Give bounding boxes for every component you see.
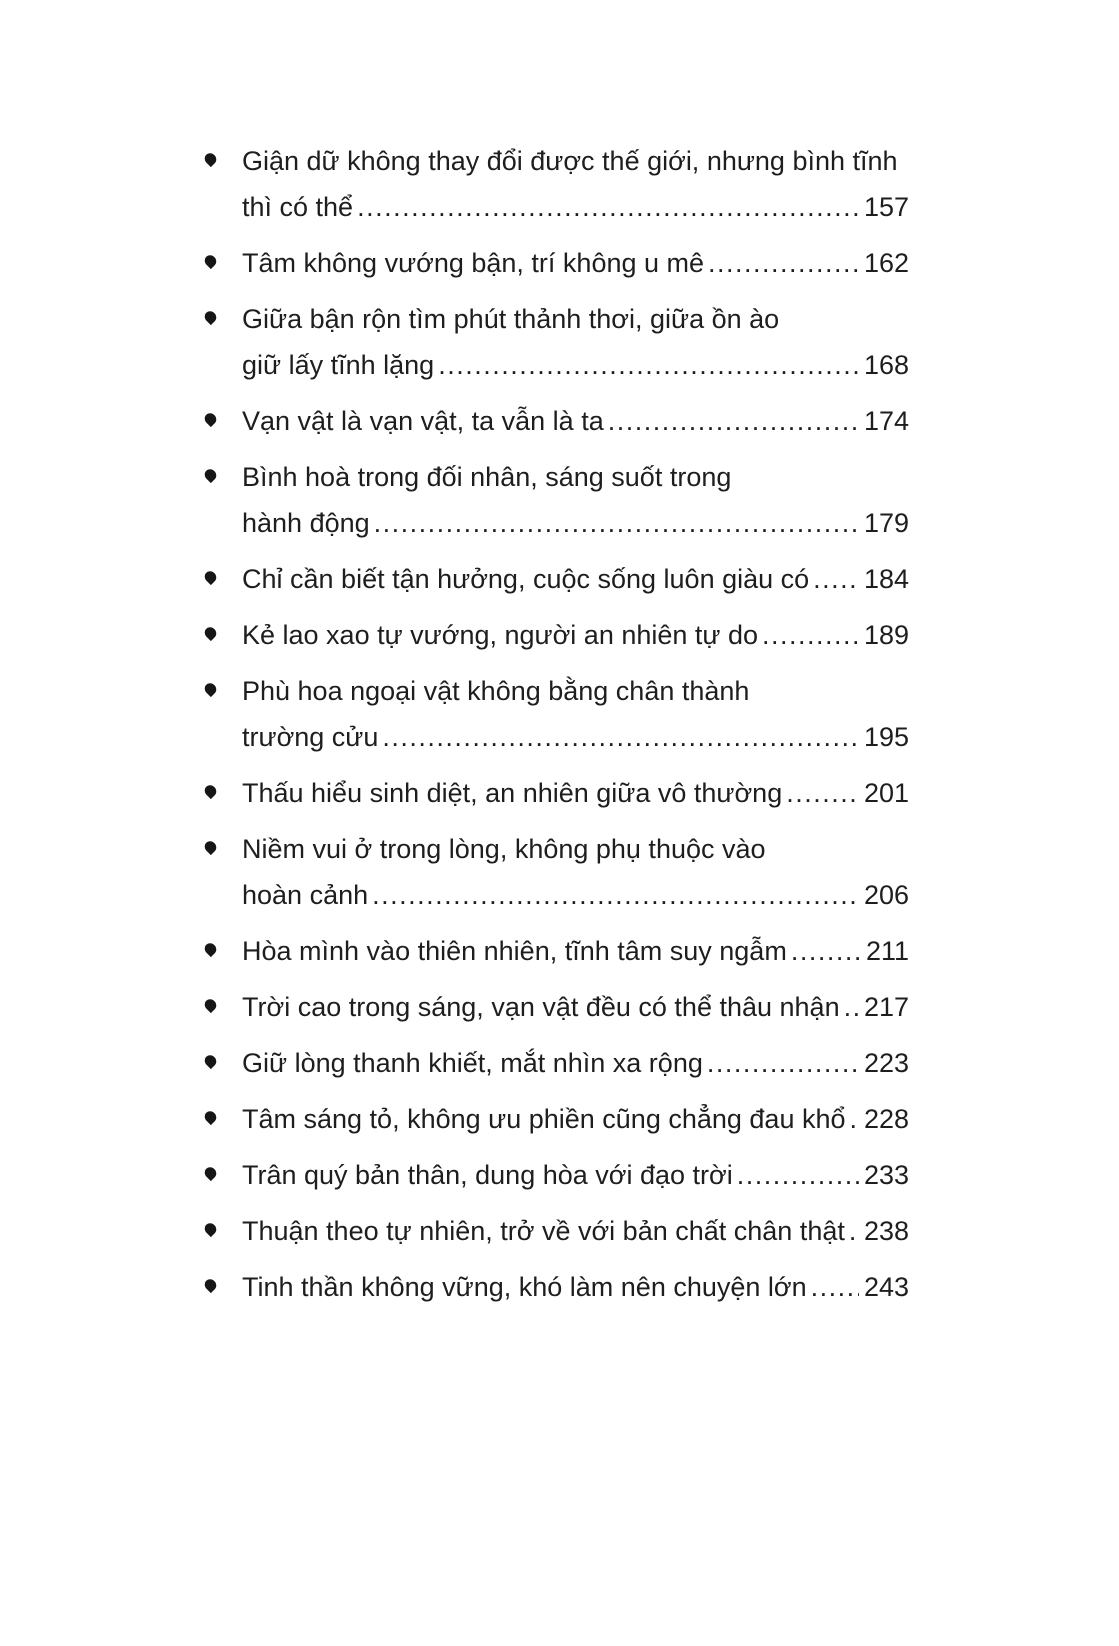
- entry-last-line: [242, 1096, 909, 1142]
- comma-bullet-icon: [202, 941, 218, 957]
- page-number: 179: [863, 508, 909, 538]
- entry-last-line: [242, 770, 909, 816]
- entry-title-text: Giữ lòng thanh khiết, mắt nhìn xa rộng: [242, 1048, 703, 1078]
- bullet-column: [205, 398, 242, 425]
- bullet-column: [205, 454, 242, 481]
- page-number: 211: [865, 936, 909, 966]
- dot-leader: [707, 1040, 859, 1086]
- entry-body: [242, 454, 909, 546]
- dot-leader: [786, 770, 859, 816]
- bullet-column: [205, 612, 242, 639]
- entry-line: Phù hoa ngoại vật không bằng chân thành: [242, 676, 750, 706]
- entry-last-line: [242, 612, 909, 658]
- dot-leader: [374, 500, 859, 546]
- entry-body: [242, 556, 909, 602]
- entry-body: [242, 296, 909, 388]
- toc-entry: [205, 770, 909, 816]
- page-number: 223: [863, 1048, 909, 1078]
- dot-leader: [438, 342, 859, 388]
- entry-body: [242, 1096, 909, 1142]
- bullet-column: [205, 1152, 242, 1179]
- entry-first-lines: [242, 296, 909, 342]
- bullet-column: [205, 770, 242, 797]
- page-number: 189: [863, 620, 909, 650]
- page-number: 174: [863, 406, 909, 436]
- entry-last-line: [242, 714, 909, 760]
- comma-bullet-icon: [202, 1109, 218, 1125]
- entry-title-text: thì có thể: [242, 192, 354, 222]
- comma-bullet-icon: [202, 783, 218, 799]
- entry-body: [242, 826, 909, 918]
- entry-title-text: giữ lấy tĩnh lặng: [242, 350, 435, 380]
- entry-body: [242, 398, 909, 444]
- dot-leader: [813, 556, 859, 602]
- entry-title-text: Chỉ cần biết tận hưởng, cuộc sống luôn giàu có: [242, 564, 810, 594]
- entry-title-text: Thuận theo tự nhiên, trở về với bản chất chân thật: [242, 1216, 845, 1246]
- comma-bullet-icon: [202, 309, 218, 325]
- bullet-column: [205, 556, 242, 583]
- page-number: 233: [863, 1160, 909, 1190]
- entry-last-line: [242, 928, 909, 974]
- entry-body: [242, 928, 909, 974]
- bullet-column: [205, 668, 242, 695]
- bullet-column: [205, 928, 242, 955]
- page-number: 217: [863, 992, 909, 1022]
- bullet-column: [205, 1040, 242, 1067]
- page-number: 184: [863, 564, 909, 594]
- dot-leader: [357, 184, 859, 230]
- entry-body: [242, 1152, 909, 1198]
- entry-first-lines: [242, 454, 909, 500]
- entry-body: [242, 984, 909, 1030]
- entry-title-text: Hòa mình vào thiên nhiên, tĩnh tâm suy ngẫm: [242, 936, 787, 966]
- bullet-column: [205, 826, 242, 853]
- comma-bullet-icon: [202, 411, 218, 427]
- comma-bullet-icon: [202, 681, 218, 697]
- dot-leader: [811, 1264, 859, 1310]
- entry-title-text: Vạn vật là vạn vật, ta vẫn là ta: [242, 406, 604, 436]
- entry-last-line: [242, 872, 909, 918]
- dot-leader: [608, 398, 859, 444]
- entry-body: [242, 240, 909, 286]
- entry-title-text: Kẻ lao xao tự vướng, người an nhiên tự do: [242, 620, 759, 650]
- entry-last-line: [242, 1264, 909, 1310]
- page-number: 168: [863, 350, 909, 380]
- toc-entry: [205, 612, 909, 658]
- toc-entry: [205, 454, 909, 546]
- comma-bullet-icon: [202, 625, 218, 641]
- entry-last-line: [242, 1208, 909, 1254]
- entry-line: Niềm vui ở trong lòng, không phụ thuộc vào: [242, 834, 766, 864]
- comma-bullet-icon: [202, 569, 218, 585]
- comma-bullet-icon: [202, 1165, 218, 1181]
- dot-leader: [382, 714, 859, 760]
- entry-last-line: [242, 398, 909, 444]
- entry-title-text: trường cửu: [242, 722, 379, 752]
- comma-bullet-icon: [202, 1277, 218, 1293]
- comma-bullet-icon: [202, 997, 218, 1013]
- toc-entry: [205, 1096, 909, 1142]
- entry-last-line: [242, 1040, 909, 1086]
- toc-entry: [205, 398, 909, 444]
- toc-entry: [205, 1040, 909, 1086]
- entry-body: [242, 1208, 909, 1254]
- entry-last-line: [242, 984, 909, 1030]
- entry-body: [242, 612, 909, 658]
- toc-entry: [205, 928, 909, 974]
- entry-last-line: [242, 240, 909, 286]
- dot-leader: [850, 1096, 859, 1142]
- bullet-column: [205, 984, 242, 1011]
- entry-title-text: Tinh thần không vững, khó làm nên chuyện lớn: [242, 1272, 807, 1302]
- dot-leader: [791, 928, 861, 974]
- entry-last-line: [242, 556, 909, 602]
- entry-body: [242, 138, 909, 230]
- dot-leader: [844, 984, 859, 1030]
- entry-line: Giận dữ không thay đổi được thế giới, nhưng bình tĩnh: [242, 146, 898, 176]
- entry-title-text: Tâm không vướng bận, trí không u mê: [242, 248, 705, 278]
- bullet-column: [205, 138, 242, 165]
- comma-bullet-icon: [202, 253, 218, 269]
- page-number: 238: [863, 1216, 909, 1246]
- entry-last-line: [242, 342, 909, 388]
- comma-bullet-icon: [202, 1053, 218, 1069]
- bullet-column: [205, 296, 242, 323]
- entry-body: [242, 770, 909, 816]
- page-number: 206: [863, 880, 909, 910]
- comma-bullet-icon: [202, 467, 218, 483]
- page-number: 228: [863, 1104, 909, 1134]
- dot-leader: [849, 1208, 859, 1254]
- entry-title-text: hành động: [242, 508, 370, 538]
- toc-entry: [205, 138, 909, 230]
- entry-title-text: Trời cao trong sáng, vạn vật đều có thể thâu nhận: [242, 992, 840, 1022]
- toc-entry: [205, 296, 909, 388]
- comma-bullet-icon: [202, 151, 218, 167]
- bullet-column: [205, 240, 242, 267]
- entry-title-text: Tâm sáng tỏ, không ưu phiền cũng chẳng đau khổ: [242, 1104, 846, 1134]
- dot-leader: [708, 240, 859, 286]
- bullet-column: [205, 1264, 242, 1291]
- toc-entry: [205, 668, 909, 760]
- entry-body: [242, 1264, 909, 1310]
- entry-title-text: Thấu hiểu sinh diệt, an nhiên giữa vô thường: [242, 778, 783, 808]
- bullet-column: [205, 1208, 242, 1235]
- entry-body: [242, 668, 909, 760]
- toc-entry: [205, 984, 909, 1030]
- dot-leader: [737, 1152, 859, 1198]
- toc-entry: [205, 1208, 909, 1254]
- entry-first-lines: [242, 668, 909, 714]
- comma-bullet-icon: [202, 839, 218, 855]
- page-number: 162: [863, 248, 909, 278]
- dot-leader: [372, 872, 859, 918]
- comma-bullet-icon: [202, 1221, 218, 1237]
- entry-first-lines: [242, 826, 909, 872]
- page-number: 157: [863, 192, 909, 222]
- bullet-column: [205, 1096, 242, 1123]
- toc-entry: [205, 826, 909, 918]
- toc-entry: [205, 556, 909, 602]
- entry-last-line: [242, 184, 909, 230]
- entry-last-line: [242, 500, 909, 546]
- toc-entry: [205, 1264, 909, 1310]
- entry-title-text: hoàn cảnh: [242, 880, 369, 910]
- entry-body: [242, 1040, 909, 1086]
- entry-line: Giữa bận rộn tìm phút thảnh thơi, giữa ồn ào: [242, 304, 780, 334]
- entry-first-lines: [242, 138, 909, 184]
- page-number: 201: [863, 778, 909, 808]
- page-number: 195: [863, 722, 909, 752]
- page-number: 243: [863, 1272, 909, 1302]
- toc-entry: [205, 240, 909, 286]
- toc-entry: [205, 1152, 909, 1198]
- entry-title-text: Trân quý bản thân, dung hòa với đạo trời: [242, 1160, 733, 1190]
- entry-line: Bình hoà trong đối nhân, sáng suốt trong: [242, 462, 732, 492]
- entry-last-line: [242, 1152, 909, 1198]
- dot-leader: [762, 612, 859, 658]
